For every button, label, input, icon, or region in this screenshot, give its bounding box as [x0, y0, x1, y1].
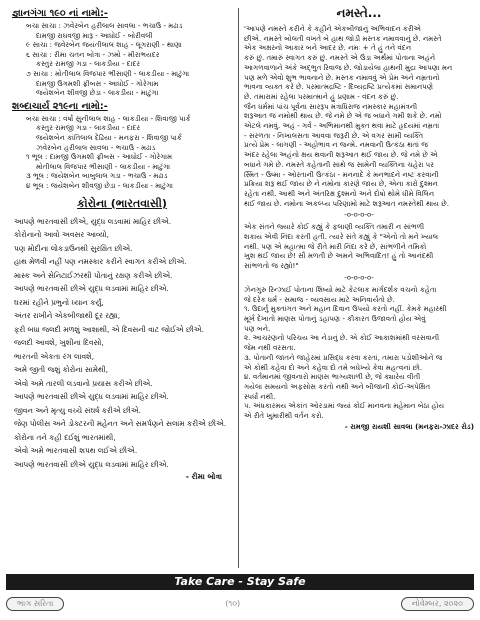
article-list-line: ૫. અંધકારમય એકાંત ઓરડામાં જ્યાં કોઈ માનવના મહેમાન બેઠા હોય [244, 401, 445, 411]
poem-title: કોરોના (ભારતવાસી) [77, 196, 167, 210]
shabdacharya-entry: બચા સાચા : વર્ષા સુનીલાલ શાહ - લાકડીયા - શિવાજી પાર્ક [26, 113, 191, 123]
poem-line: કોરોના તને કહી દઈશું ભારતમાંથી, [14, 432, 116, 442]
article-list-line: એ રીતે ખુમારીથી વર્તન કરો. [244, 411, 324, 421]
article-line: રહેતા નથી. આથી અને અંતરિક્ષ દુશ્મનો અને દોષો થોમે ધીમે વિલિન [244, 188, 435, 198]
article-line: આગળવાળાને અંકે અદ્ભુત રિવાજ છે. જોડાયેલા હાથની મુદ્રા આપણા મન [244, 62, 453, 72]
poem-line: એવો અમે ભારતવાસી શપથ લઈએ છીએ. [14, 446, 138, 455]
poem-line: અંતર રાખીને એકબીજાથી દૂર રહ્યા, [14, 311, 121, 320]
article-line: 'આપણે નમસ્તે કરીને કે કહીને એકબીજાનું અભિવાદન કરીએ [244, 24, 422, 33]
article-list-line: ૩. પોતાની જાતને જાહેરમાં પ્રસિદ્ધ કરવા કરતાં, તમારા પડોશીઓને જ [244, 352, 443, 362]
article-line: જે દરેક ધર્મ - સમાજ - વ્યવસાય માટે અનિવાર્યતો છે. [244, 294, 395, 304]
poem-line: જીવન અને મૃત્યુ વચ્ચે સંઘર્ષ કરીએ છીએ. [14, 405, 141, 415]
article-line: અંદર રહેલા અહંનો ક્ષય થવાની શરૂઆત થઈ જાય છે. જે નમે છે એ [244, 150, 438, 160]
article-line: પણ મળે એવો શુભ ભાવનાને છે. મસ્તક નમાવવું એ પ્રેમ અને નમ્રતાનો [244, 72, 440, 82]
poem-line: આપણે ભારતવાસી છીએ યુદ્ધ લડવામાં માહિર છીએ. [14, 284, 169, 293]
gyanganga-entry: દામજી ઉગમશી ફ્રીબસ - આધોઈ - ગોરેગામ [36, 78, 159, 88]
article-list-line: જેમ નથી વરસતા. [244, 343, 296, 353]
gyanganga-entry: ૯ સાચા : જવેરબેન જયંતીલાલ શાહ - લૂગરાણી - થાણા [26, 40, 182, 50]
gyanganga-entry: ૭ સાચા : મોતીલાલ વિજપાર ભીસાણી - લાકડીયા - માટુંગા [26, 68, 190, 78]
poem-line: ફરી બધા જલદી મળશું આશાથી, એ દિવસની વાટ જોઈએ છીએ. [14, 324, 204, 334]
shabdacharya-entry: ૧ ભૂલ : દામજી ઉગમશી ફ્રીબસ - આધોઈ - ગોરેગામ [26, 152, 173, 162]
shabdacharya-entry: ૪ ભૂલ : જયેશબેન શીવજી છેડા - લાકડીયા - માટુંગા [26, 180, 174, 190]
article-line: ઝેનગુરુ રિન્ઝાઈ પોતાના શિષ્યો માટે કેટલાક માર્ગદર્શક વચનો કહેતા [244, 284, 437, 294]
gyanganga-entry: ૬ સાચા : રીમા ચતન બોત્રા - ઝમો - મીરાભયદર [26, 49, 160, 59]
article-title: નમસ્તે... [336, 6, 382, 20]
article-line: સાંભળતો જ રહ્યો!" [244, 261, 299, 271]
article-list [244, 304, 474, 420]
shabdacharya-entry: ઝવેરબેન હરીલાલ સાવલા - ભચાઉ - મઢાડ [36, 142, 156, 152]
poem-line: ભારતની એકતા રંગ લાવશે, [14, 351, 95, 361]
article-line: સ્મિત - ઉષ્મા - ઓરતાની ઉત્કંઠા - મનનાદે કે મનભાદને નષ્ટ કરવાની [244, 169, 439, 179]
article-list-line: ૨. આચરણનો પરિચય આ નેડાનું છે. એ કોઈ આકાશમાંથી વરસવાની [244, 333, 440, 343]
article-line: - સરળતા - નિખાલસતા આવવા જરૂરી છે. એ વગર સામી વ્યક્તિ [244, 130, 424, 140]
take-care-banner: Take Care - Stay Safe [6, 574, 474, 590]
article-list-line: સ્પર્ધા નથી. [244, 391, 276, 401]
article-line: પ્રત્યે પ્રેમ - લાગણી - અહોભાવ ન જન્મે. નમવાની ઉત્કંઠા થતાં જ [244, 140, 428, 150]
article-line: પ્રક્રિયા શરૂ થઈ જાય છે ને નમોના કારણે જાય છે, એના કારો દુશ્મન [244, 179, 438, 189]
article-line: ભાવના વ્યક્ત કરે છે. પરમાત્મદ્રષ્ટિ - દિવ્યદ્રષ્ટિ પ્રત્યેકમાં સમાનપણે [244, 82, 434, 92]
left-column [8, 6, 236, 482]
poem-line: આપણે ભારતવાસી છીએ યુદ્ધ લડવામાં માહિર છીએ. [14, 459, 169, 469]
article-line: છે. તમારામાં રહેલા પરમાત્માને હું પ્રણામ - વંદન કરું છું. [244, 91, 399, 101]
poem-line: ઘરમાં રહીને પ્રભુનો ધ્યાન કર્યું, [14, 297, 104, 307]
article-line: એટલે નમવું. અહં - ગર્વ - અભિમાનથી મુક્ત થવા માટે હૃદયમાં નમ્રતા [244, 121, 440, 131]
column-divider [238, 8, 239, 568]
article-list-line: પણ બને. [244, 323, 271, 333]
article-list-line: ગયેલા સમયનો અફસોસ કરતો નથી અને બીજાની કોઈ-અપેક્ષિત [244, 381, 431, 391]
article-list-line: ૧. ઉદાર્નુ મુક્તાંગત અને મહાન દિવાન ઉપયો કરતો નહીં. કેમકે મહારથી [244, 304, 447, 314]
poem-line: જલદી આવશે, ખુશીના દિવસો, [14, 338, 104, 347]
article-line: થઈ જાય છે. નમોના અકલ્પ્ય પરિણામો માટે શરૂઆત નમસ્તેથી થાય છે. [244, 198, 449, 208]
poem-line: હાથ મેળવી નહીં પણ નમસ્કાર કરીને સ્વાગત કરીએ છીએ. [14, 257, 187, 266]
right-column [244, 6, 474, 432]
article-line: શકાય એવી નિંદા કરતી હતી. ત્યારે સંતે કહ્યું કે "એનો તો મને ખ્યાલ [244, 232, 439, 242]
article-list-line: એ કોથી કહેવા દો અને કહેવા દો તમે બધેખ્યે કેવા મહત્વનાં છો. [244, 362, 423, 372]
page-footer [6, 594, 474, 614]
footer-page-number: (૧૦) [225, 599, 241, 608]
article-line: એક અક્ષરનો આકાર બને આદર છે. નમઃ + તે હું તને વંદન [244, 43, 412, 53]
gyanganga-entry: કસ્તુર રામજી ગડા - લાકડીયા - દાદર [36, 59, 141, 69]
shabdacharya-entry: ૩ ભૂલ : જયેશબેન બાબુલાલ ગડા - ભચાઉ - મઢાડ [26, 171, 168, 181]
article-list-line: મૂર્ખ દેખાતો માણસ પોતાનું ડહાપણ - કીકારત ઉજાવતો હોય એવું [244, 313, 426, 323]
poem-line: આપણે ભારતવાસી છીએ યુદ્ધ લડવામાં માહિર છીએ. [14, 392, 169, 401]
poem-line: પણ મોદીના લોકડાઉનથી સુરક્ષિત છીએ. [14, 243, 133, 253]
poem-line: જેણ પોલીસ અને ડોક્ટરની મહેનત અને સમર્પણને સલામ કરીએ છીએ. [14, 419, 227, 428]
gyanganga-heading: જ્ઞાનગંગા ૧૯૦ નાં નામો:- [12, 8, 108, 19]
article-line: છીએ. નમસ્તે બોલતી વખતે બે હાથ જોડી મસ્તક નમાવવાનું છે. નમસ્તે [244, 33, 442, 43]
article-line: જૈન ધર્મમાં પાંચ પૂર્વના સારરૂપ મંત્રાધિરાજ નમસ્કાર મહામંત્રની [244, 101, 418, 111]
shabdacharya-entry: જયેશબેન કાંતિલાલ દેઢિયા - મનફરા - શિવાજી પાર્ક [36, 132, 182, 142]
article-para-3 [244, 285, 474, 304]
footer-magazine-name: ભાગ સરિતા [6, 597, 64, 611]
poem-line: એવો અમે તારલી લડવાનો પ્રયાસ કરીએ છીએ. [14, 378, 153, 388]
article-list-line: ૪. વર્તમાનમાં જીવનારો માણસ ભાગ્યશાળી છે, જે ક્યારેય વીતી [244, 372, 421, 382]
poem-body [8, 215, 236, 472]
gyanganga-entry: બચા સાચા : ઝવેરબેન હરીલાલ સાવલા - ભચાઉ - મઢાડ [26, 21, 183, 30]
poem-line: કોરોનાનો આવો અવસર આવ્યો, [14, 230, 110, 239]
poem-line: આપણે ભારતવાસી છીએ, યુદ્ધ લડવામાં માહિર છીએ. [14, 216, 172, 226]
gyanganga-list [8, 21, 236, 98]
shabdacharya-heading: શબ્દાચાર્ય ૨૧૯ના નામો:- [12, 100, 108, 112]
gyanganga-entry: દામજી રાઘવજી મારૂ - આધોઈ - બોરીવલી [36, 30, 153, 40]
article-line: એક સંતને જ્યારે કોઈ કહ્યું કે ફલાણી વ્યક્તિ તમારી ન સાંભળી [244, 222, 425, 232]
footer-date: નોવેમ્બર, ૨૦૨૦ [401, 597, 474, 611]
article-para-2 [244, 222, 474, 271]
article-signature: - રામજી રાયશી સાવલા (મનફરા-ઝાદર રોડ) [344, 421, 474, 431]
poem-line: માસ્ક અને સેનિટાઈઝરથી પોતાનું રક્ષણ કરીએ છીએ. [14, 270, 173, 280]
article-line: ખુશ થઈ જાય છે! સૌ મળતી છે અમને અભિવાદિત! હું તો આનંદથી [244, 251, 434, 261]
separator-2: -૦-૦-૦-૦- [344, 273, 374, 282]
poem-author: - રીમા બોત્રા [185, 472, 222, 481]
article-para-1 [244, 24, 474, 208]
separator-1: -૦-૦-૦-૦- [344, 211, 374, 220]
article-line: શરૂઆત જ નમોથી થાય છે. જે નમે છે એ જ બધાને ગમી શકે છે. નમો [244, 111, 442, 121]
gyanganga-entry: જયેશબેન શીવજી છેડા - લાકડીયા - માટુંગા [36, 88, 159, 98]
article-line: કરું છું. તમારું સ્વાગત કરું છું. નમસ્તે એ ઉંડા અર્થમાં પોતાના અહંને [244, 53, 436, 63]
article-line: નથી. પણ એ મહાત્મા જે રીતે મારી નિંદા કરે છે, સાંભળીને તમિકો [244, 241, 427, 251]
shabdacharya-list [8, 114, 236, 191]
article-line: બધાને ગમે છે. નમસ્તે કહેતાની સાથે જ સામેની વ્યક્તિના ચહેરા પર [244, 159, 434, 169]
shabdacharya-entry: મોતીલાલ વિજપાર ભીસાણી - લાકડીયા - માટુંગા [36, 161, 171, 171]
shabdacharya-entry: કસ્તુર રામજી ગડા - લાકડીયા - દાદર [36, 123, 141, 133]
poem-line: અમે જીતી જશું કોરોના સામેથી, [14, 365, 109, 374]
